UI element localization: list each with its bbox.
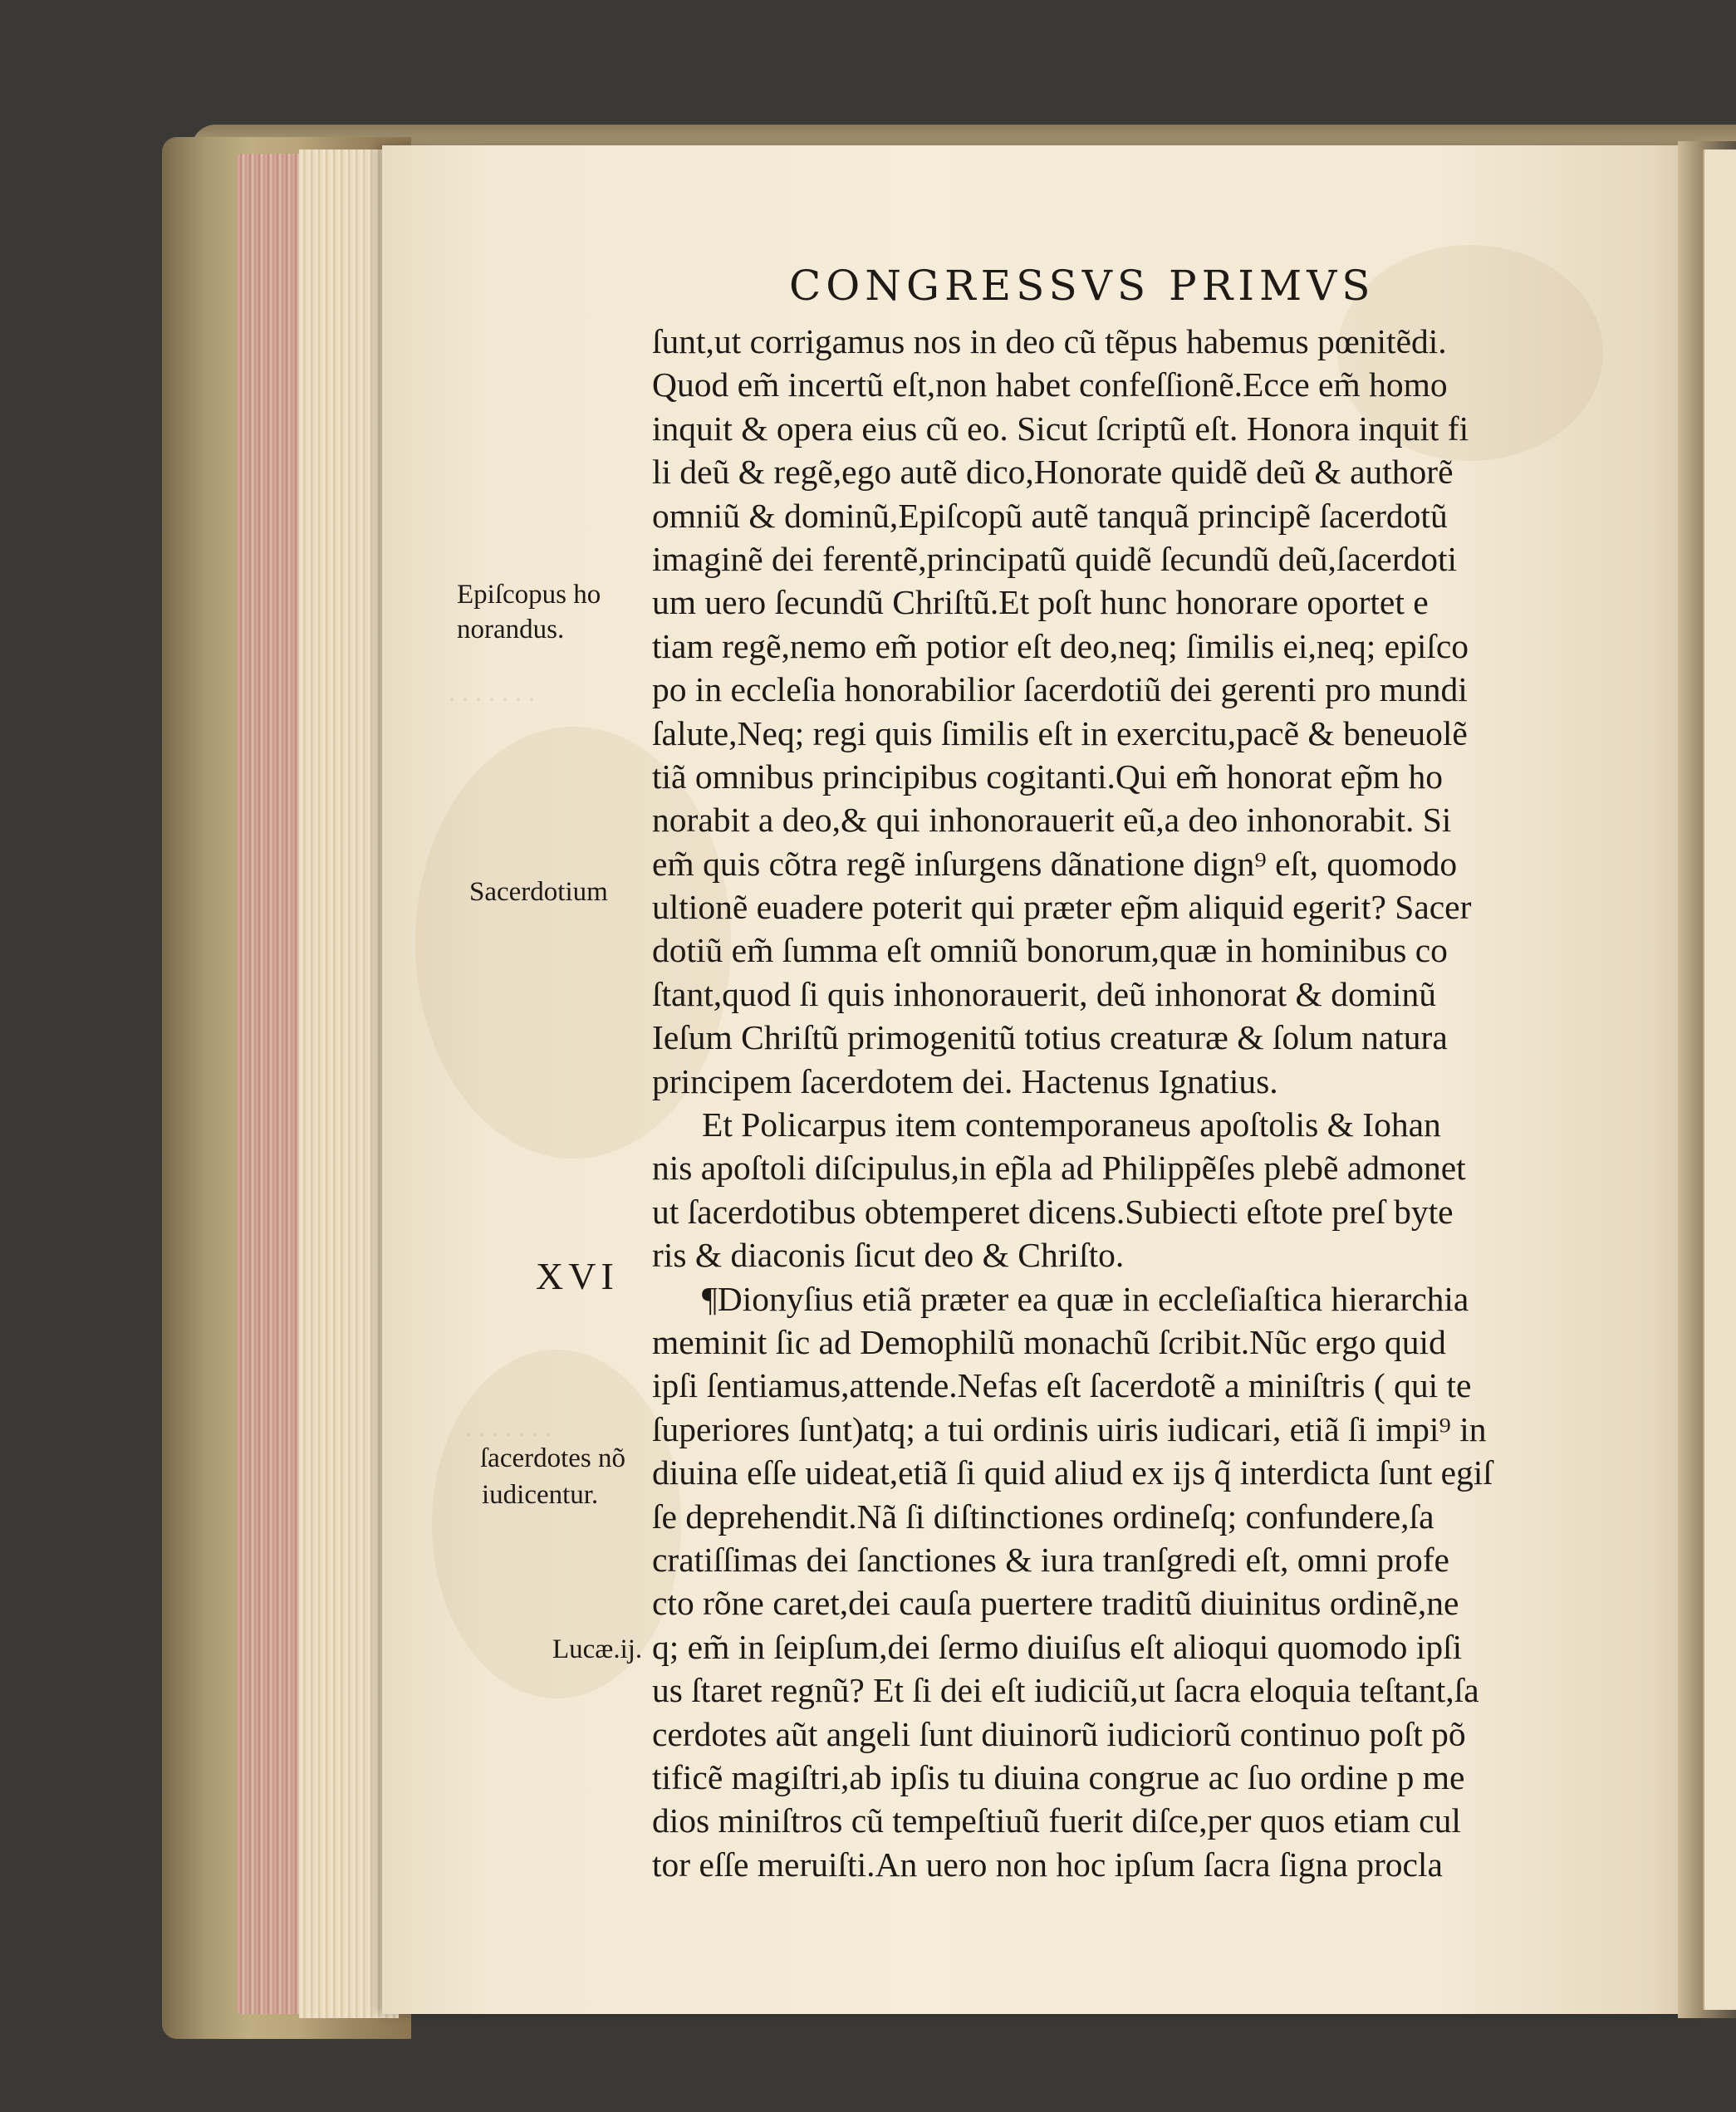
text-line: dotiũ em̃ ſumma eſt omniũ bonorum,quæ in hominibus co — [652, 931, 1448, 970]
text-line: ipſi ſentiamus,attende.Nefas eſt ſacerdotẽ a miniſtris ( qui te — [652, 1366, 1472, 1405]
text-line: inquit & opera eius cũ eo. Sicut ſcriptũ eſt. Honora inquit fi — [652, 409, 1469, 448]
text-line: ſunt,ut corrigamus nos in deo cũ tẽpus habemus pœnitẽdi. — [652, 322, 1447, 360]
text-line: q; em̃ in ſeipſum,dei ſermo diuiſus eſt alioqui quomodo ipſi — [652, 1627, 1463, 1666]
margin-note-episcopus: Epiſcopus ho — [457, 580, 601, 610]
text-line: cerdotes aũt angeli ſunt diuinorũ iudiciorũ continuo poſt põ — [652, 1714, 1466, 1753]
text-line: tor eſſe meruiſti.An uero non hoc ipſum ſacra ſigna procla — [652, 1845, 1443, 1884]
section-number: XVI — [536, 1255, 619, 1297]
margin-note-sacerdotes: ſacerdotes nõ — [480, 1443, 626, 1473]
text-line: ſtant,quod ſi quis inhonorauerit, deũ inhonorat & dominũ — [652, 974, 1437, 1013]
text-line: principem ſacerdotem dei. Hactenus Ignatius. — [652, 1061, 1278, 1100]
text-line: Et Policarpus item contemporaneus apoſtolis & Iohan — [702, 1105, 1441, 1144]
text-line: ſuperiores ſunt)atq; a tui ordinis uiris iudicari, etiã ſi impi⁹ in — [652, 1409, 1487, 1448]
text-line: li deũ & regẽ,ego autẽ dico,Honorate quidẽ deũ & authorẽ — [652, 453, 1454, 492]
text-line: diuina eſſe uideat,etiã ſi quid aliud ex ijs q̃ interdicta ſunt egiſ — [652, 1453, 1493, 1492]
show-through-text: . . . . . . . — [465, 1412, 552, 1442]
text-line: em̃ quis cõtra regẽ inſurgens dãnatione dign⁹ eſt, quomodo — [652, 844, 1458, 883]
text-line: ultionẽ euadere poterit qui præter ep̃m aliquid egerit? Sacer — [652, 888, 1472, 927]
text-line: cratiſſimas dei ſanctiones & iura tranſgredi eſt, omni profe — [652, 1540, 1449, 1579]
margin-note-episcopus-cont: norandus. — [457, 615, 565, 644]
text-line: ¶Dionyſius etiã præter ea quæ in eccleſiaſtica hierarchia — [702, 1279, 1469, 1318]
text-line: ris & diaconis ſicut deo & Chriſto. — [652, 1236, 1125, 1275]
text-line: imaginẽ dei ferentẽ,principatũ quidẽ ſecundũ deũ,ſacerdoti — [652, 539, 1458, 578]
text-line: ut ſacerdotibus obtemperet dicens.Subiecti eſtote preſ byte — [652, 1192, 1454, 1231]
margin-note-sacerdotes-cont: iudicentur. — [482, 1480, 599, 1510]
margin-note-lucae: Lucæ.ij. — [552, 1634, 643, 1664]
text-line: Quod em̃ incertũ eſt,non habet confeſſionẽ.Ecce em̃ homo — [652, 365, 1448, 404]
text-line: omniũ & dominũ,Epiſcopũ autẽ tanquã principẽ ſacerdotũ — [652, 496, 1448, 535]
text-line: nis apoſtoli diſcipulus,in ep̃la ad Philippẽſes plebẽ admonet — [652, 1149, 1466, 1188]
show-through-text: . . . . . . . — [449, 677, 535, 707]
running-head: CONGRESSVS PRIMVS — [789, 262, 1376, 310]
main-text-block — [652, 320, 1599, 1886]
text-line: cto rõne caret,dei cauſa puertere traditũ diuinitus ordinẽ,ne — [652, 1584, 1459, 1623]
text-line: meminit ſic ad Demophilũ monachũ ſcribit.Nũc ergo quid — [652, 1322, 1446, 1361]
text-line: tiam regẽ,nemo em̃ potior eſt deo,neq; ſimilis ei,neq; epiſco — [652, 626, 1469, 665]
text-line: tiã omnibus principibus cogitanti.Qui em̃ honorat ep̃m ho — [652, 757, 1444, 796]
facing-page-edge — [1703, 149, 1736, 2010]
text-line: ſe deprehendit.Nã ſi diſtinctiones ordineſq; confundere,ſa — [652, 1497, 1434, 1536]
text-line: norabit a deo,& qui inhonorauerit eũ,a deo inhonorabit. Si — [652, 801, 1452, 840]
text-line: tificẽ magiſtri,ab ipſis tu diuina congrue ac ſuo ordine p me — [652, 1757, 1465, 1796]
margin-note-sacerdotium: Sacerdotium — [469, 877, 608, 907]
text-line: dios miniſtros cũ tempeſtiuũ fuerit diſce,per quos etiam cul — [652, 1801, 1461, 1840]
text-line: po in eccleſia honorabilior ſacerdotiũ dei gerenti pro mundi — [652, 670, 1468, 709]
text-line: Ieſum Chriſtũ primogenitũ totius creaturæ & ſolum natura — [652, 1018, 1448, 1057]
text-line: us ſtaret regnũ? Et ſi dei eſt iudiciũ,ut ſacra eloquia teſtant,ſa — [652, 1671, 1479, 1710]
text-line: um uero ſecundũ Chriſtũ.Et poſt hunc honorare oportet e — [652, 583, 1429, 622]
text-line: ſalute,Neq; regi quis ſimilis eſt in exercitu,pacẽ & beneuolẽ — [652, 713, 1468, 752]
